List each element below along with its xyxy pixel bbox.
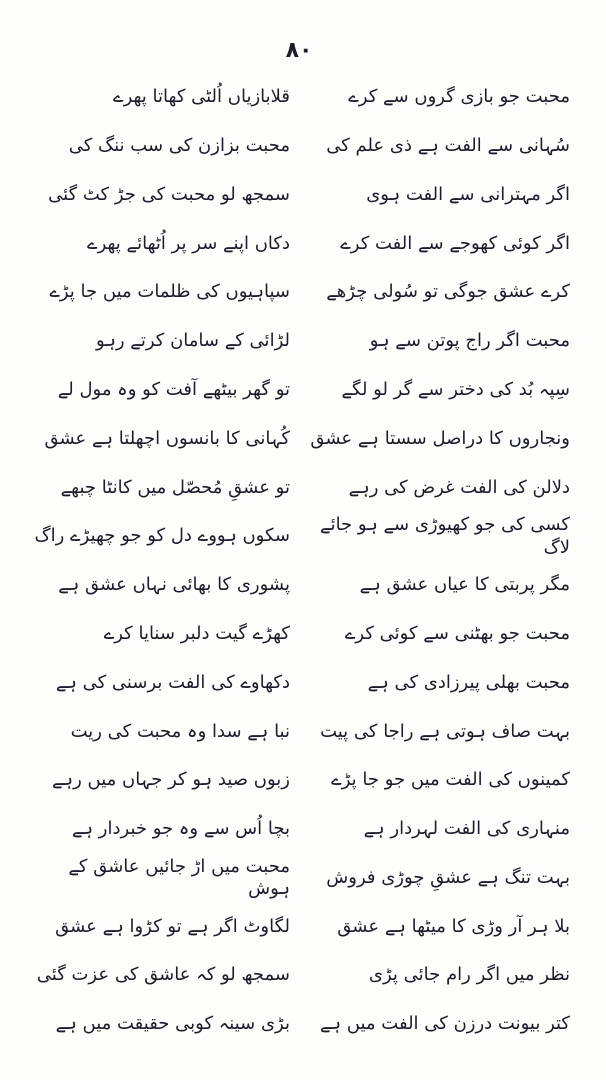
verse-line-first: سُہانی سے الفت ہے ذی علم کی [326, 134, 570, 156]
verse-line-first: بہت صاف ہوتی ہے راجا کی پیت [320, 720, 570, 742]
verse-line-first: سِپہ بُد کی دختر سے گر لو لگے [341, 378, 570, 400]
verse-line-first: اگر مہترانی سے الفت ہوی [366, 183, 570, 205]
couplet [30, 659, 570, 708]
verse-line-first: کمینوں کی الفت میں جو جا پڑے [331, 769, 570, 791]
couplet [30, 317, 570, 366]
verse-line-second: کھڑے گیت دلبر سنایا کرے [103, 622, 290, 644]
couplet [30, 512, 570, 561]
verse-line-second: بڑی سینہ کوبی حقیقت میں ہے [55, 1013, 290, 1035]
verse-line-second: کُہانی کا بانسوں اچھلتا ہے عشق [44, 427, 290, 449]
verse-line-second: سپاہیوں کی ظلمات میں جا پڑے [49, 281, 290, 303]
couplet [30, 73, 570, 122]
verse-line-first: ونجاروں کا دراصل سستا ہے عشق [310, 427, 570, 449]
couplet [30, 903, 570, 952]
verse-line-second: سمجھ لو کہ عاشق کی عزت گئی [36, 964, 290, 986]
couplet [30, 171, 570, 220]
verse-line-second: سمجھ لو محبت کی جڑ کٹ گئی [48, 183, 290, 205]
verse-line-second: تو عشقِ مُحصّل میں کانٹا چبھے [60, 476, 290, 498]
verse-line-first: محبت بھلی پیرزادی کی ہے [367, 671, 570, 693]
verse-line-second: سکوں ہووے دل کو جو چھیڑے راگ [34, 525, 290, 547]
verse-line-second: دکھاوے کی الفت برسنی کی ہے [55, 671, 290, 693]
verse-line-second: محبت بزازن کی سب ننگ کی [68, 134, 290, 156]
couplet [30, 366, 570, 415]
couplet [30, 219, 570, 268]
couplet [30, 707, 570, 756]
verse-line-second: نبا ہے سدا وہ محبت کی ریت [70, 720, 290, 742]
verse-line-first: کسی کی جو کھیوڑی سے ہو جائے لاگ [320, 514, 570, 558]
couplet [30, 951, 570, 1000]
couplet [30, 610, 570, 659]
verse-line-first: بلا ہر آر وڑی کا میٹھا ہے عشق [337, 915, 570, 937]
verse-line-first: محبت جو بازی گروں سے کرے [348, 86, 570, 108]
verse-line-second: پشوری کا بھائی نہاں عشق ہے [58, 574, 290, 596]
couplet [30, 1000, 570, 1049]
page-number: ٨٠ [285, 38, 313, 63]
verse-line-first: اگر کوئی کھوجے سے الفت کرے [340, 232, 570, 254]
verse-line-first: کتر بیونت درزن کی الفت میں ہے [319, 1013, 570, 1035]
poem-body [30, 73, 570, 1049]
verse-line-first: دلالن کی الفت غرض کی رہے [348, 476, 570, 498]
verse-line-first: منہاری کی الفت لہردار ہے [363, 818, 570, 840]
verse-line-second: محبت میں اڑ جائیں عاشق کے ہوش [68, 855, 290, 900]
verse-line-second: لگاوٹ اگر ہے تو کڑوا ہے عشق [55, 915, 290, 937]
verse-line-second: زبوں صید ہو کر جہاں میں رہے [52, 769, 290, 791]
verse-line-second: تو گھر بیٹھے آفت کو وہ مول لے [57, 378, 290, 400]
couplet [30, 756, 570, 805]
verse-line-first: محبت جو بھٹنی سے کوئی کرے [344, 622, 570, 644]
verse-line-first: نظر میں اگر رام جائی پڑی [368, 964, 570, 986]
couplet [30, 805, 570, 854]
verse-line-first: بہت تنگ ہے عشقِ چوڑی فروش [326, 866, 570, 888]
verse-line-first: مگر پربتی کا عیاں عشق ہے [359, 574, 570, 596]
couplet [30, 415, 570, 464]
verse-line-second: لڑائی کے سامان کرتے رہو [96, 330, 290, 352]
verse-line-second: دکاں اپنے سر پر اُٹھائے پھرے [87, 232, 290, 254]
couplet [30, 854, 570, 903]
verse-line-first: محبت اگر راج پوتن سے ہو [369, 330, 570, 352]
verse-line-first: کرے عشق جوگی تو سُولی چڑھے [326, 281, 570, 303]
couplet [30, 122, 570, 171]
couplet [30, 268, 570, 317]
verse-line-second: قلابازیاں اُلٹی کھاتا پھرے [113, 86, 290, 108]
couplet [30, 463, 570, 512]
couplet [30, 561, 570, 610]
verse-line-second: بچا اُس سے وہ جو خبردار ہے [71, 818, 290, 840]
